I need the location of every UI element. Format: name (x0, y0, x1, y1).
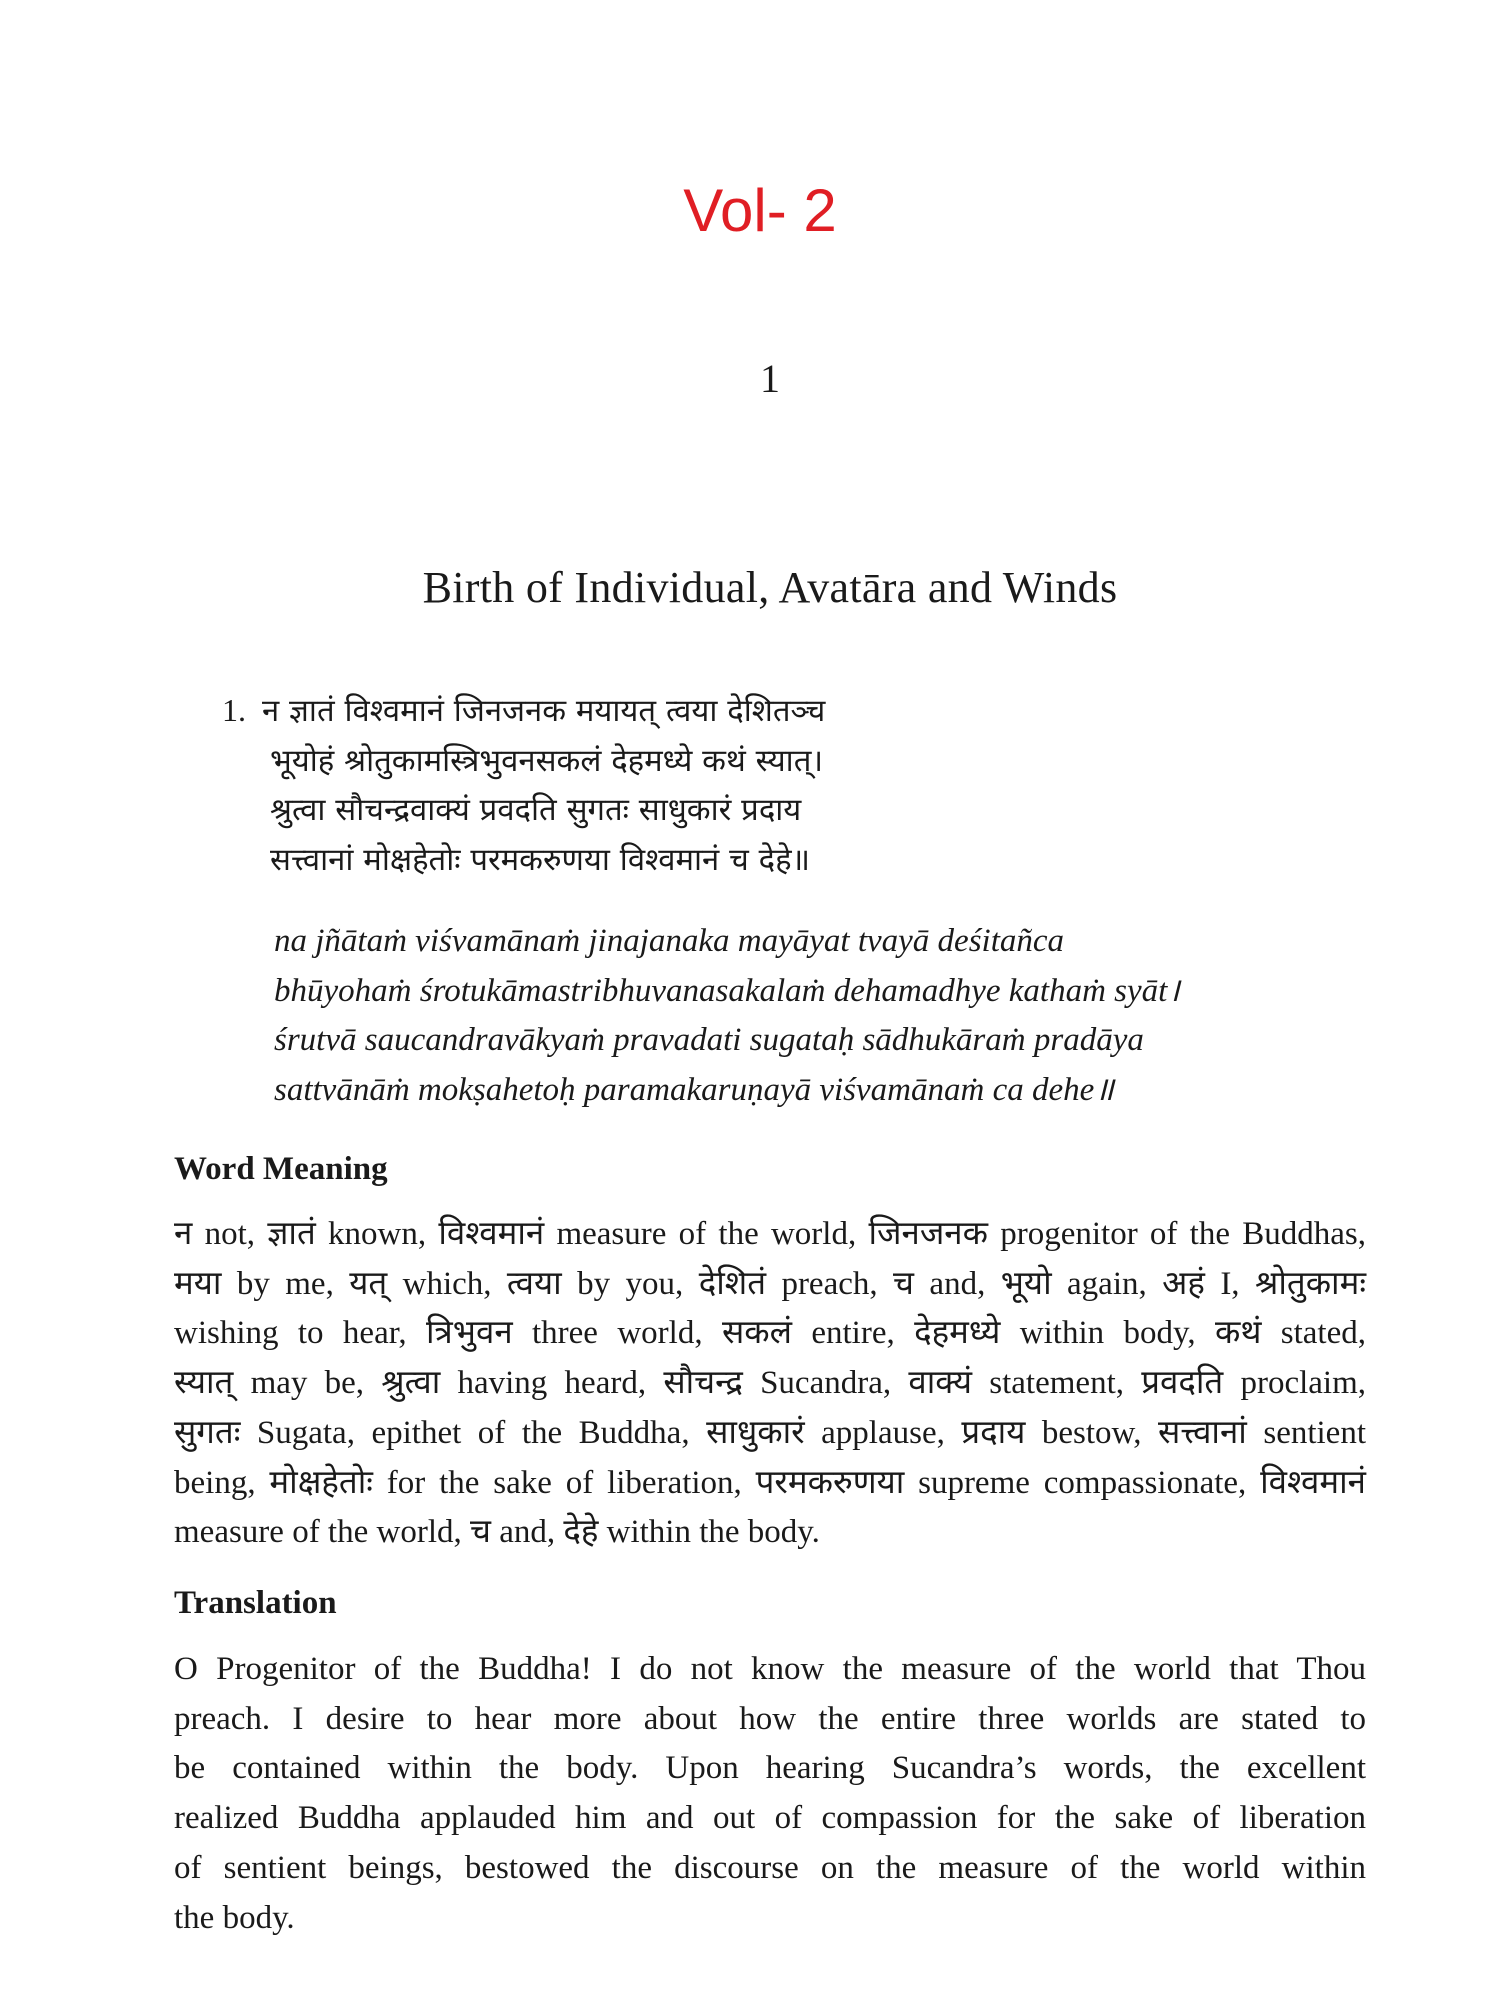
translation-line: the body. (174, 1899, 295, 1936)
verse-line: सत्त्वानां मोक्षहेतोः परमकरुणया विश्वमानं च देहे॥ (270, 841, 811, 878)
chapter-title: Birth of Individual, Avatāra and Winds (422, 563, 1118, 612)
word-meaning-line: मया by me, यत् which, त्वया by you, देशितं preach, च and, भूयो again, अहं I, श्रोतुकामः (174, 1265, 1366, 1302)
translation-heading: Translation (174, 1585, 337, 1621)
transliteration-line: na jñātaṁ viśvamānaṁ jinajanaka mayāyat tvayā deśitañca (274, 923, 1065, 959)
transliteration-line: bhūyohaṁ śrotukāmastribhuvanasakalaṁ dehamadhye kathaṁ syāt। (274, 972, 1180, 1009)
word-meaning-heading: Word Meaning (174, 1151, 388, 1187)
verse-transliteration (274, 917, 1424, 1115)
verse-number: 1. (222, 692, 246, 728)
volume-label: Vol- 2 (683, 177, 837, 244)
word-meaning-paragraph (174, 1210, 1366, 1558)
chapter-number: 1 (760, 356, 780, 401)
translation-line: of sentient beings, bestowed the discourse on the measure of the world within (174, 1849, 1366, 1886)
word-meaning-line: measure of the world, च and, देहे within the body. (174, 1514, 820, 1551)
verse-devanagari (222, 686, 1422, 885)
translation-line: realized Buddha applauded him and out of compassion for the sake of liberation (174, 1800, 1366, 1837)
translation-line: O Progenitor of the Buddha! I do not know the measure of the world that Thou (174, 1651, 1366, 1687)
word-meaning-line: wishing to hear, त्रिभुवन three world, सकलं entire, देहमध्ये within body, कथं stated, (174, 1315, 1366, 1352)
word-meaning-line: स्यात् may be, श्रुत्वा having heard, सौचन्द्र Sucandra, वाक्यं statement, प्रवदति proclaim, (174, 1365, 1366, 1402)
translation-paragraph (174, 1645, 1366, 1943)
word-meaning-line: being, मोक्षहेतोः for the sake of liberation, परमकरुणया supreme compassionate, विश्वमानं (174, 1464, 1366, 1501)
word-meaning-line: सुगतः Sugata, epithet of the Buddha, साधुकारं applause, प्रदाय bestow, सत्त्वानां sentient (174, 1414, 1366, 1451)
verse-text: न ज्ञातं विश्वमानं जिनजनक मयायत् त्वया देशितञ्च (262, 693, 826, 729)
transliteration-line: sattvānāṁ mokṣahetoḥ paramakaruṇayā viśvamānaṁ ca dehe॥ (274, 1071, 1115, 1108)
verse-line: भूयोहं श्रोतुकामस्त्रिभुवनसकलं देहमध्ये कथं स्यात्। (270, 742, 824, 779)
translation-line: be contained within the body. Upon hearing Sucandra’s words, the excellent (174, 1750, 1366, 1787)
word-meaning-line: न not, ज्ञातं known, विश्वमानं measure of the world, जिनजनक progenitor of the Buddhas, (174, 1216, 1366, 1252)
transliteration-line: śrutvā saucandravākyaṁ pravadati sugataḥ sādhukāraṁ pradāya (274, 1022, 1144, 1058)
verse-line: श्रुत्वा सौचन्द्रवाक्यं प्रवदति सुगतः साधुकारं प्रदाय (270, 792, 802, 828)
translation-line: preach. I desire to hear more about how the entire three worlds are stated to (174, 1700, 1366, 1737)
verse-line (222, 686, 1422, 737)
